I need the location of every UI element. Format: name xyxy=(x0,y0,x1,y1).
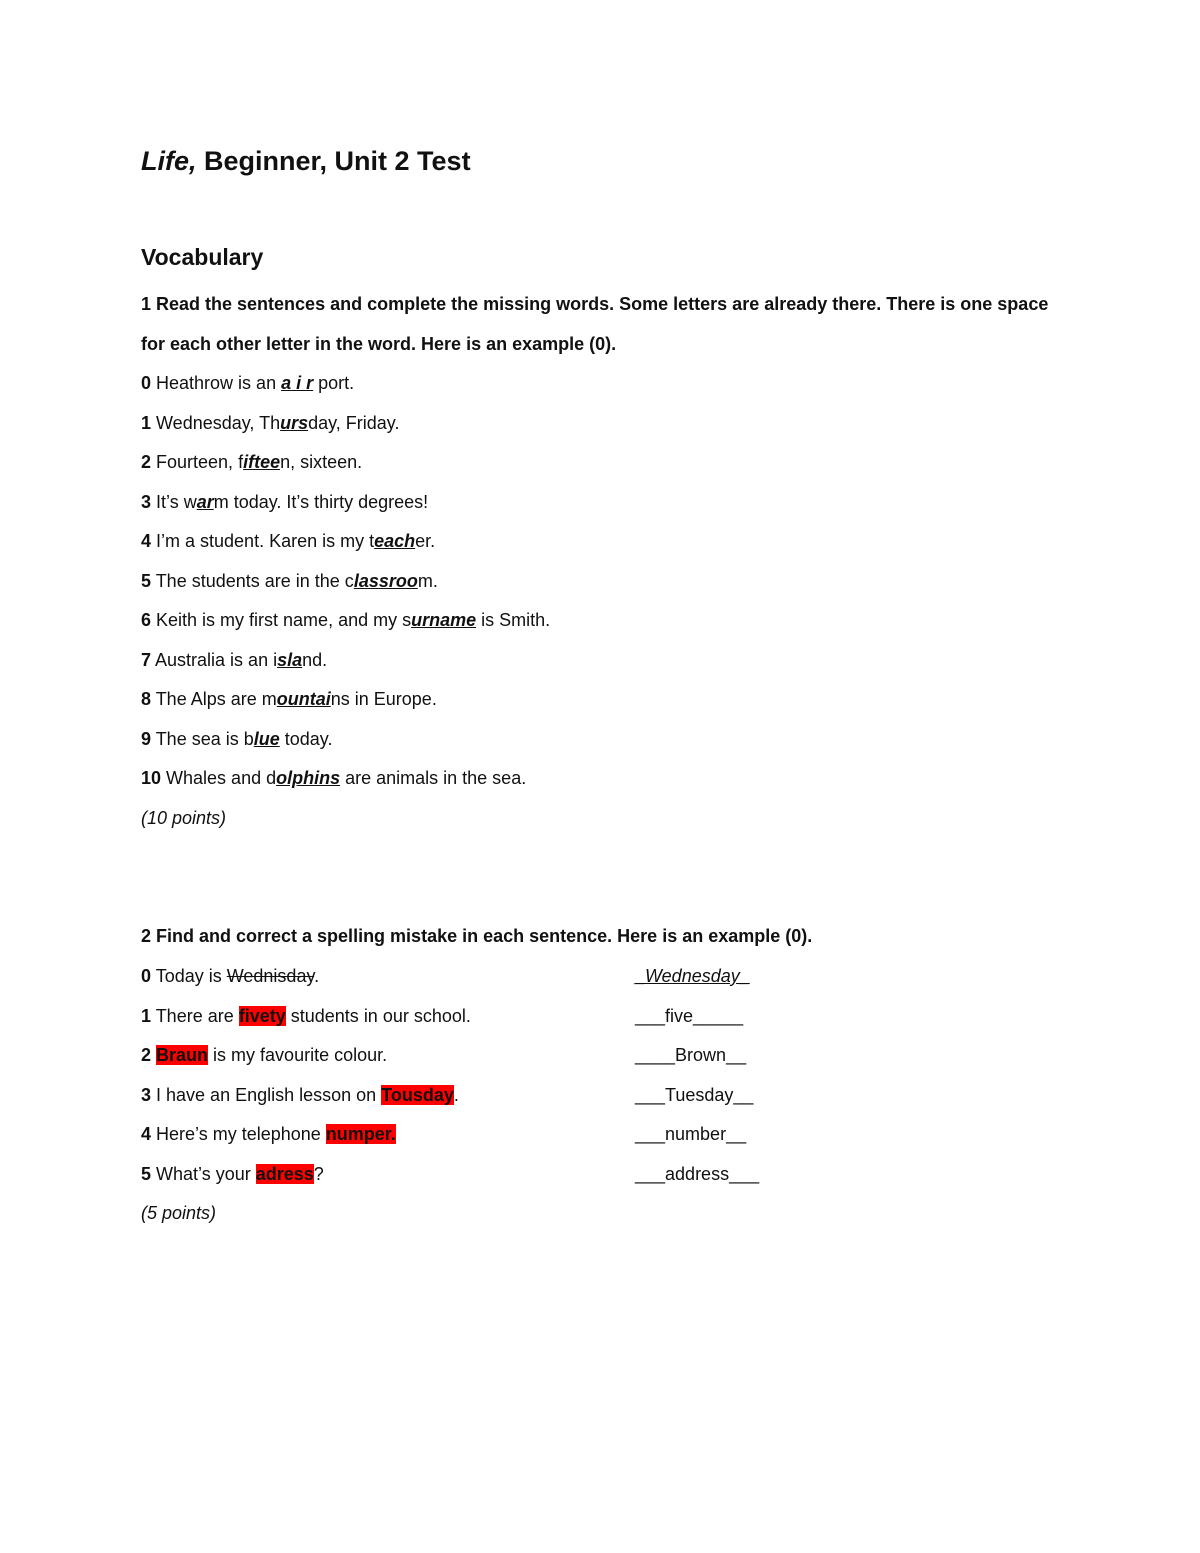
exercise-1-item xyxy=(141,607,550,633)
item-correction: ___number__ xyxy=(635,1124,747,1144)
item-correction: ___address___ xyxy=(635,1163,760,1184)
item-text-before: The sea is b xyxy=(151,728,254,749)
exercise-1-points: (10 points) xyxy=(141,808,227,828)
item-text-before: Australia is an i xyxy=(151,649,278,670)
item-number: 1 xyxy=(141,1005,152,1026)
item-number: 3 xyxy=(141,491,152,512)
exercise-2-instruction: 2 Find and correct a spelling mistake in each sentence. Here is an example (0). xyxy=(141,926,813,946)
item-text-before: Today is xyxy=(151,966,227,986)
exercise-1-item xyxy=(141,489,428,515)
item-text-after: is Smith. xyxy=(476,610,551,630)
exercise-1-item xyxy=(141,726,332,752)
item-number: 4 xyxy=(141,531,152,551)
item-answer: each xyxy=(374,531,416,551)
item-number: 1 xyxy=(141,412,152,433)
item-text-after: is my favourite colour. xyxy=(208,1045,388,1065)
item-text-before: Wednesday, Th xyxy=(151,412,281,433)
item-answer: lassroo xyxy=(353,570,418,591)
item-text-after: day, Friday. xyxy=(308,412,400,433)
item-text-before: Whales and d xyxy=(161,768,277,788)
item-answer: urs xyxy=(280,412,309,433)
item-number: 5 xyxy=(141,1163,152,1184)
item-number: 5 xyxy=(141,570,152,591)
item-text-after: ? xyxy=(313,1163,324,1184)
item-text-after: port. xyxy=(313,373,355,393)
item-mistake: adress xyxy=(255,1163,314,1184)
item-text-before: There are xyxy=(151,1005,239,1026)
item-correction: ___five_____ xyxy=(635,1005,744,1026)
item-number: 2 xyxy=(141,1045,152,1065)
item-answer: a i r xyxy=(281,373,314,393)
exercise-1-item xyxy=(141,765,526,791)
item-text-before: I have an English lesson on xyxy=(151,1084,382,1105)
item-number: 0 xyxy=(141,966,152,986)
exercise-2-item xyxy=(141,963,319,989)
exercise-1-item xyxy=(141,449,362,475)
item-text-after: students in our school. xyxy=(285,1005,471,1026)
exercise-1-item xyxy=(141,686,437,712)
item-text-after: m today. It’s thirty degrees! xyxy=(213,491,429,512)
item-correction: _Wednesday_ xyxy=(635,966,750,986)
item-text-before: What’s your xyxy=(151,1163,256,1184)
item-answer: sla xyxy=(277,649,303,670)
item-answer: iftee xyxy=(243,452,281,472)
item-text-before: Here’s my telephone xyxy=(151,1124,326,1144)
item-text-after: are animals in the sea. xyxy=(340,768,527,788)
exercise-2-item xyxy=(141,1121,396,1147)
item-text-after: . xyxy=(314,966,320,986)
item-answer: urname xyxy=(411,610,477,630)
item-number: 7 xyxy=(141,649,152,670)
item-text-before: Fourteen, f xyxy=(151,452,244,472)
section-heading: Vocabulary xyxy=(141,244,264,270)
item-number: 2 xyxy=(141,452,152,472)
item-mistake: Tousday xyxy=(381,1084,454,1105)
exercise-2-item xyxy=(141,1042,387,1068)
exercise-1-item xyxy=(141,410,399,436)
item-answer: ar xyxy=(196,491,214,512)
item-answer: ountai xyxy=(276,689,331,709)
item-text-after: . xyxy=(453,1084,459,1105)
exercise-2-item xyxy=(141,1082,459,1108)
item-number: 0 xyxy=(141,373,152,393)
exercise-1-item xyxy=(141,568,438,594)
exercise-2-item xyxy=(141,1003,471,1029)
item-text-after: ns in Europe. xyxy=(330,689,437,709)
exercise-2-item xyxy=(141,1161,324,1187)
exercise-1-item xyxy=(141,370,354,396)
exercise-1-instruction: 1 Read the sentences and complete the missing words. Some letters are already there. There is one space for each other letter in the word. Here is an example (0). xyxy=(141,294,1049,354)
item-mistake: fivety xyxy=(238,1005,286,1026)
item-text-after: n, sixteen. xyxy=(280,452,363,472)
item-text-before: The students are in the c xyxy=(151,570,354,591)
item-mistake: numper. xyxy=(325,1124,396,1144)
exercise-1-item xyxy=(141,528,435,554)
title-rest: Beginner, Unit 2 Test xyxy=(196,146,471,176)
item-text-before: It’s w xyxy=(151,491,197,512)
item-mistake: Wednisday xyxy=(226,966,315,986)
item-text-before: The Alps are m xyxy=(151,689,277,709)
item-text-after: m. xyxy=(417,570,438,591)
item-text-before: Heathrow is an xyxy=(151,373,282,393)
item-answer: lue xyxy=(253,728,280,749)
item-text-after: er. xyxy=(415,531,436,551)
exercise-2-points: (5 points) xyxy=(141,1203,217,1223)
page-title xyxy=(141,146,471,177)
exercise-1-item xyxy=(141,647,327,673)
item-number: 10 xyxy=(141,768,162,788)
item-text-after: nd. xyxy=(302,649,328,670)
item-correction: ___Tuesday__ xyxy=(635,1084,754,1105)
item-mistake: Braun xyxy=(156,1045,209,1065)
item-text-after: today. xyxy=(279,728,333,749)
item-text-before: Keith is my first name, and my s xyxy=(151,610,412,630)
item-number: 9 xyxy=(141,728,152,749)
item-number: 4 xyxy=(141,1124,152,1144)
item-number: 3 xyxy=(141,1084,152,1105)
item-number: 8 xyxy=(141,689,152,709)
item-answer: olphins xyxy=(276,768,341,788)
title-italic: Life, xyxy=(141,146,197,176)
item-text-before: I’m a student. Karen is my t xyxy=(151,531,375,551)
item-number: 6 xyxy=(141,610,152,630)
item-correction: ____Brown__ xyxy=(635,1045,747,1065)
